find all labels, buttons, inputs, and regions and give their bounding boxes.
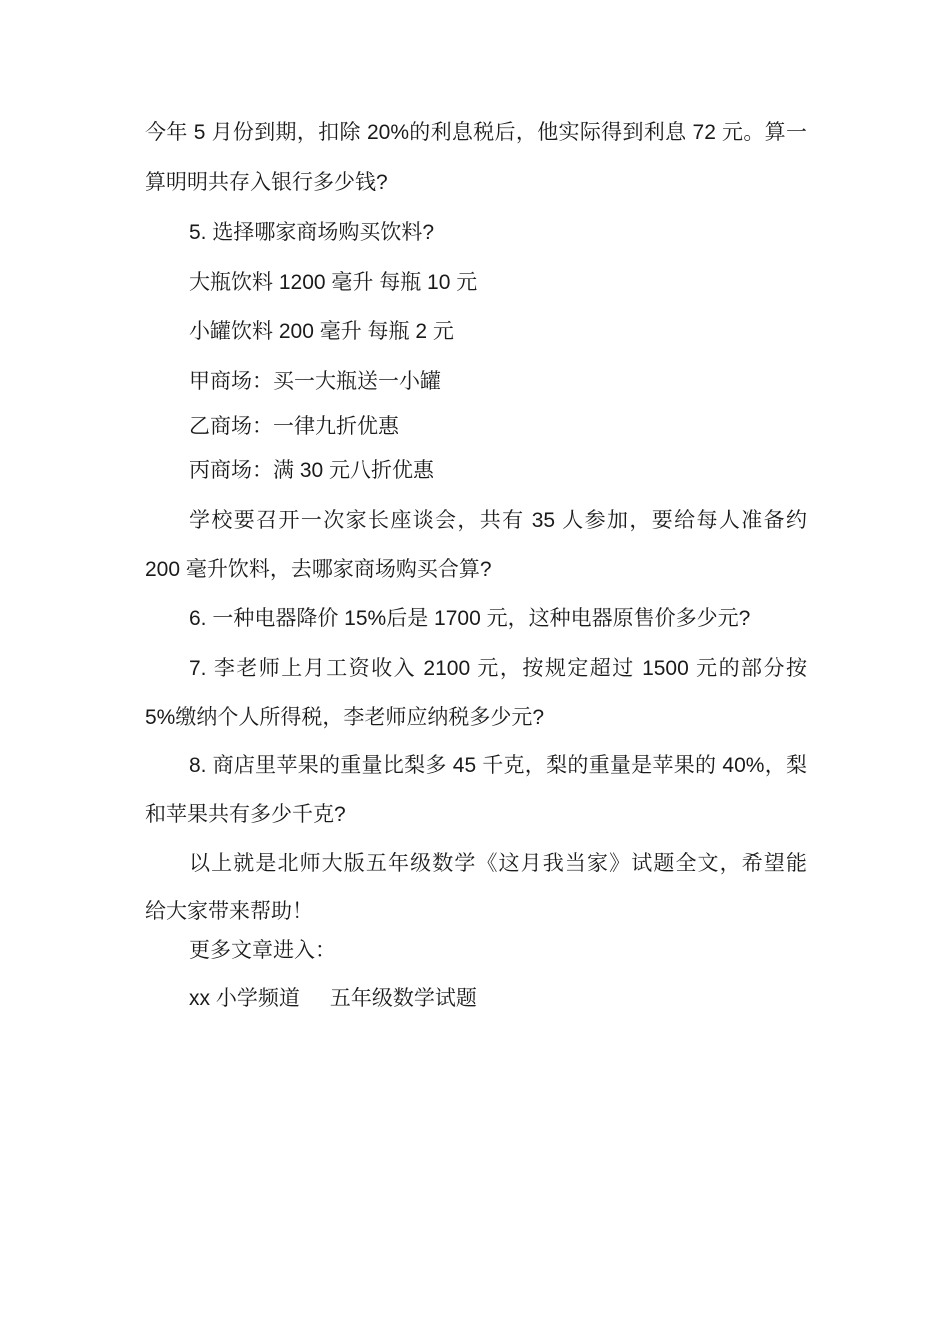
paragraph-line: 今年 5 月份到期，扣除 20%的利息税后，他实际得到利息 72 元。算一 [145, 121, 807, 144]
option-line: 甲商场：买一大瓶送一小罐 [189, 370, 441, 393]
option-line: 丙商场：满 30 元八折优惠 [189, 459, 435, 482]
more-articles-label: 更多文章进入： [189, 939, 336, 962]
paragraph-line: 给大家带来帮助！ [145, 900, 313, 923]
conclusion-line: 以上就是北师大版五年级数学《这月我当家》试题全文，希望能 [189, 852, 807, 875]
link-primary-school-channel[interactable]: xx 小学频道 [189, 987, 300, 1010]
link-grade5-math-tests[interactable]: 五年级数学试题 [329, 987, 477, 1010]
question-heading: 5. 选择哪家商场购买饮料? [189, 221, 435, 244]
paragraph-line: 和苹果共有多少千克? [145, 803, 346, 826]
related-links [189, 985, 807, 1013]
paragraph-line: 学校要召开一次家长座谈会，共有 35 人参加，要给每人准备约 [189, 509, 807, 532]
paragraph-line: 5%缴纳个人所得税，李老师应纳税多少元? [145, 706, 545, 729]
paragraph-line: 算明明共存入银行多少钱? [145, 171, 388, 194]
question-line: 7. 李老师上月工资收入 2100 元，按规定超过 1500 元的部分按 [189, 657, 807, 680]
option-line: 大瓶饮料 1200 毫升 每瓶 10 元 [189, 271, 478, 294]
option-line: 小罐饮料 200 毫升 每瓶 2 元 [189, 320, 454, 343]
question-line: 8. 商店里苹果的重量比梨多 45 千克，梨的重量是苹果的 40%，梨 [189, 754, 807, 777]
paragraph-line: 200 毫升饮料，去哪家商场购买合算? [145, 558, 492, 581]
option-line: 乙商场：一律九折优惠 [189, 415, 399, 438]
question-line: 6. 一种电器降价 15%后是 1700 元，这种电器原售价多少元? [189, 607, 751, 630]
